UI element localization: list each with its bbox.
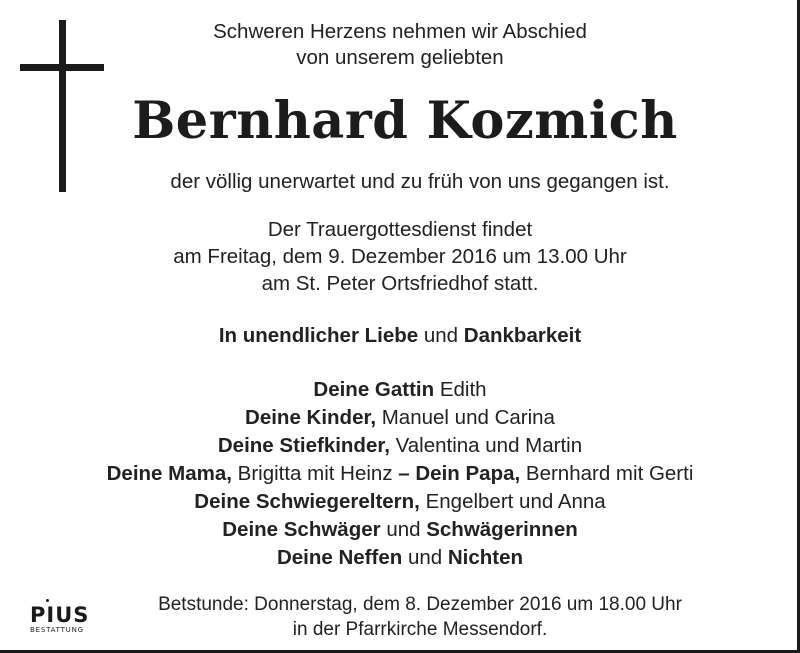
dedication-bold-1: In unendlicher Liebe (218, 324, 419, 347)
mourner-names: Valentina und Martin (395, 434, 583, 457)
mourner-line (0, 376, 800, 404)
logo-dot-icon (46, 599, 49, 602)
mourner-relation: Deine Schwäger (222, 518, 381, 541)
mourner-relation: Deine Neffen (276, 546, 403, 569)
mourner-relation-2: – Dein Papa, (398, 462, 521, 485)
mourner-line (0, 460, 800, 488)
mourner-relation: Deine Stiefkinder, (217, 434, 390, 457)
mourner-names: Brigitta mit Heinz (237, 462, 393, 485)
mourner-line (0, 432, 800, 460)
mourner-relation: Deine Schwiegereltern, (194, 490, 420, 513)
logo-subtext: BESTATTUNG (30, 626, 84, 634)
dedication-bold-2: Dankbarkeit (463, 324, 582, 347)
mourner-names-2: Bernhard mit Gerti (525, 462, 694, 485)
cross-horizontal-beam (20, 64, 104, 71)
betstunde-line-2: in der Pfarrkirche Messendorf. (292, 619, 548, 640)
pius-logo (30, 604, 94, 634)
mourner-relation-2: Schwägerinnen (426, 518, 578, 541)
deceased-name: Bernhard Kozmich (132, 91, 678, 151)
mourner-relation-2: Nichten (447, 546, 524, 569)
mourner-relation: Deine Gattin (313, 378, 435, 401)
service-line-2: am Freitag, dem 9. Dezember 2016 um 13.00 Uhr (173, 245, 627, 268)
mourner-connector: und (407, 546, 443, 569)
deceased-subtitle: der völlig unerwartet und zu früh von uns gegangen ist. (170, 170, 670, 193)
service-line-3: am St. Peter Ortsfriedhof statt. (261, 272, 539, 295)
mourner-names: Engelbert und Anna (425, 490, 606, 513)
mourner-relation: Deine Kinder, (245, 406, 377, 429)
mourner-connector: und (386, 518, 421, 541)
mourner-line (0, 404, 800, 432)
mourner-line (0, 488, 800, 516)
mourner-line (0, 516, 800, 544)
cross-vertical-beam (59, 20, 66, 192)
intro-line-2: von unserem geliebten (296, 46, 504, 69)
mourner-relation: Deine Mama, (106, 462, 232, 485)
dedication-connector: und (423, 324, 459, 347)
dedication-line (0, 322, 800, 350)
logo-wordmark (30, 604, 94, 626)
intro-line-1: Schweren Herzens nehmen wir Abschied (213, 20, 587, 43)
mourner-line (0, 544, 800, 572)
logo-main-text: PIUS (30, 603, 90, 627)
betstunde-line-1: Betstunde: Donnerstag, dem 8. Dezember 2016 um 18.00 Uhr (158, 594, 682, 615)
service-line-1: Der Trauergottesdienst findet (267, 218, 533, 241)
mourner-names: Edith (439, 378, 487, 401)
mourner-names: Manuel und Carina (381, 406, 555, 429)
